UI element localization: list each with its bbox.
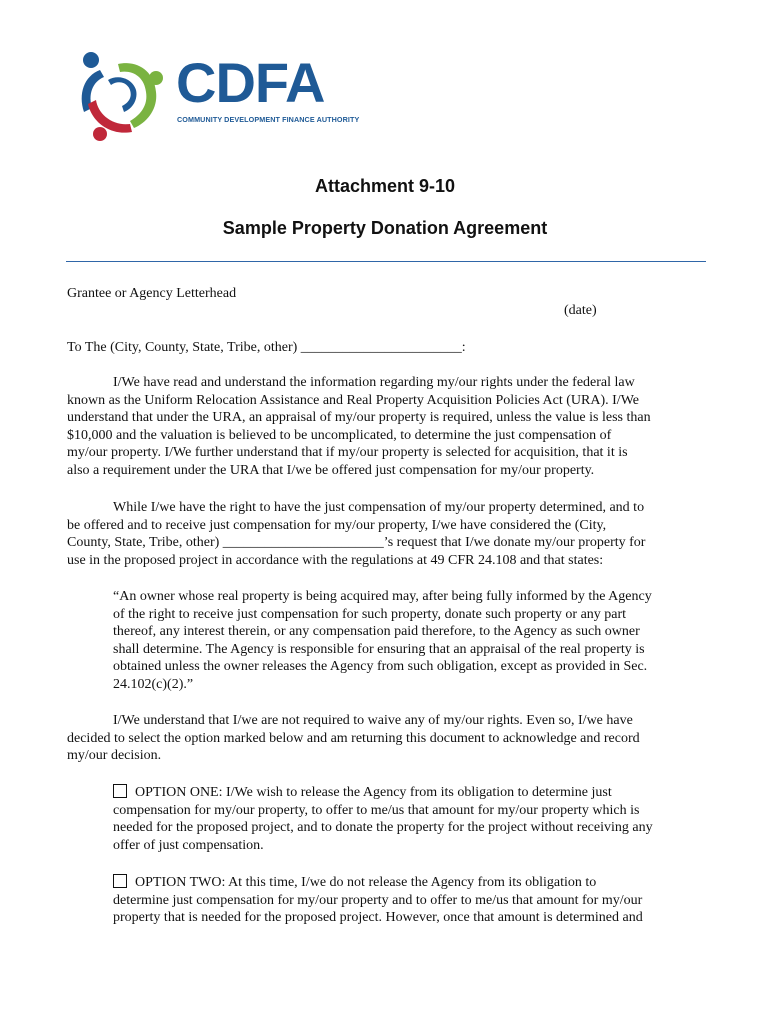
document-title: Sample Property Donation Agreement (222, 218, 548, 238)
text-line: needed for the proposed project, and to donate the property for the project without receiving any (113, 820, 653, 836)
logo-inner-swoosh (108, 77, 137, 112)
text-line: of the right to receive just compensation for such property, donate such property or any part (113, 606, 627, 622)
text-line: offer of just compensation. (113, 837, 264, 853)
text-line: use in the proposed project in accordance with the regulations at 49 CFR 24.108 and that states: (67, 552, 604, 568)
paragraph-donation-request (67, 499, 645, 569)
logo-green-arc (118, 63, 156, 128)
text-line: “An owner whose real property is being acquired may, after being fully informed by the Agency (113, 589, 652, 604)
regulation-quote (113, 588, 652, 694)
text-line: shall determine. The Agency is responsible for ensuring that an appraisal of the real property is (113, 641, 645, 657)
text-line: property that is needed for the proposed project. However, once that amount is determined and (113, 910, 643, 926)
paragraph-decision (67, 712, 640, 765)
text-line: I/We have read and understand the information regarding my/our rights under the federal law (113, 375, 635, 390)
text-line: determine just compensation for my/our property and to offer to me/us that amount for my/our (113, 892, 643, 908)
text-line: 24.102(c)(2).” (113, 676, 194, 692)
header-divider (66, 261, 706, 262)
text-line: understand that under the URA, an appraisal of my/our property is required, unless the value is less than (67, 410, 651, 426)
text-line: decided to select the option marked below and am returning this document to acknowledge and record (67, 730, 640, 746)
text-line: also a requirement under the URA that I/we be offered just compensation for my/our property. (67, 462, 595, 478)
text-line: known as the Uniform Relocation Assistance and Real Property Acquisition Policies Act (URA). I/We (67, 392, 639, 408)
option-two-label: OPTION TWO: At this time, I/we do not release the Agency from its obligation to (135, 875, 597, 890)
date-label: (date) (564, 303, 597, 318)
text-line: my/our property. I/We further understand that if my/our property is selected for acquisition, that it is (67, 445, 628, 461)
logo-blue-dot (83, 52, 99, 68)
cdfa-logo-mark (78, 50, 168, 142)
text-line: County, State, Tribe, other) _______________________’s request that I/we donate my/our property for (67, 535, 646, 551)
logo-red-dot (93, 127, 107, 141)
text-line: $10,000 and the valuation is believed to be uncomplicated, to determine the just compensation of (67, 427, 612, 443)
attachment-number: Attachment 9-10 (314, 176, 456, 196)
addressee-line: To The (City, County, State, Tribe, other) _______________________: (67, 340, 466, 355)
text-line: be offered and to receive just compensation for my/our property, I/we have considered the (City, (67, 517, 607, 533)
letterhead-label: Grantee or Agency Letterhead (67, 286, 237, 301)
option-two-checkbox[interactable] (113, 874, 127, 888)
text-line: thereof, any interest therein, or any compensation paid therefore, to the Agency as such owner (113, 624, 640, 640)
text-line: obtained unless the owner releases the Agency from such obligation, except as provided in Sec. (113, 659, 648, 675)
text-line: my/our decision. (67, 748, 162, 764)
text-line: compensation for my/our property, to offer to me/us that amount for my/our property which is (113, 802, 640, 818)
logo-subtitle: COMMUNITY DEVELOPMENT FINANCE AUTHORITY (177, 115, 360, 124)
paragraph-ura-rights (67, 374, 651, 480)
option-two (113, 874, 643, 927)
text-line: While I/we have the right to have the just compensation of my/our property determined, and to (113, 500, 645, 515)
option-one (113, 784, 653, 854)
option-one-label: OPTION ONE: I/We wish to release the Agency from its obligation to determine just (135, 785, 612, 800)
text-line: I/We understand that I/we are not required to waive any of my/our rights. Even so, I/we have (113, 713, 633, 728)
option-one-checkbox[interactable] (113, 784, 127, 798)
logo-wordmark: CDFA (176, 51, 325, 114)
